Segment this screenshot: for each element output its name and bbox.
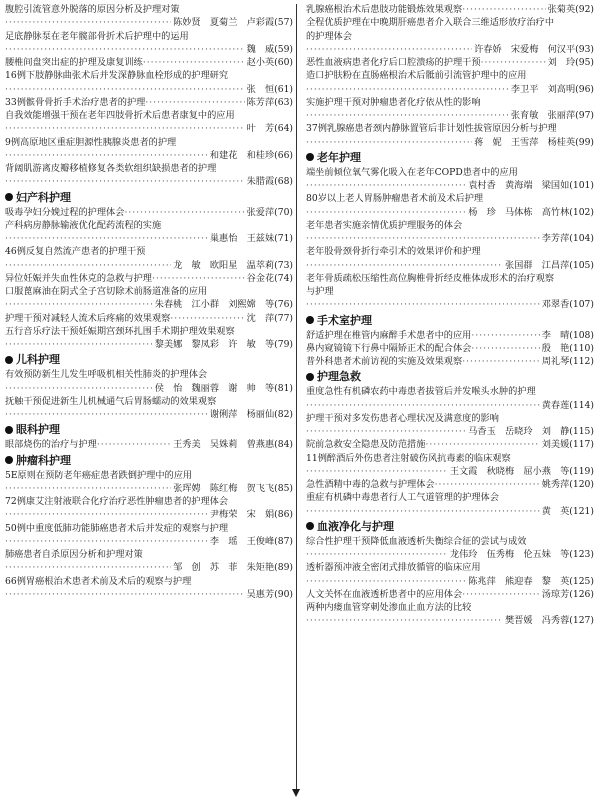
entry-title: 46例反复自然流产患者的护理干预 xyxy=(5,246,146,258)
entry-authors-page: 邓翠香(107) xyxy=(541,299,594,311)
column-divider xyxy=(296,4,297,790)
toc-entry[interactable] xyxy=(306,219,594,246)
entry-authors-page: 叶 芳(64) xyxy=(246,123,293,135)
leader-dots xyxy=(435,478,540,491)
entry-authors-page: 张菊英(92) xyxy=(547,4,594,15)
toc-entry[interactable] xyxy=(5,325,293,352)
entry-title: 自我效能增强干预在老年四肢骨折术后患者康复中的应用 xyxy=(5,110,235,121)
toc-entry[interactable] xyxy=(306,272,594,312)
section-heading xyxy=(306,519,594,534)
toc-entry[interactable] xyxy=(5,395,293,422)
entry-title: 全程优质护理在中晚期肝癌患者介入联合三维适形放疗治疗中 xyxy=(306,17,555,29)
entry-author-line xyxy=(306,43,594,56)
toc-entry[interactable] xyxy=(5,162,293,189)
entry-line xyxy=(5,56,293,69)
entry-line xyxy=(306,588,594,601)
leader-dots xyxy=(462,3,545,16)
entry-author-line xyxy=(306,83,594,96)
toc-entry[interactable] xyxy=(306,122,594,149)
entry-title: 护理干预对多发伤患者心理状况及满意度的影响 xyxy=(306,412,499,424)
toc-column-right xyxy=(306,3,594,628)
entry-author-line xyxy=(306,136,594,149)
entry-author-line xyxy=(5,408,293,421)
leader-dots xyxy=(306,298,540,311)
section-title: 眼科护理 xyxy=(16,423,60,437)
entry-title: 产科病房静脉输液优化配药流程的实施 xyxy=(5,219,162,231)
entry-authors-page: 黄 英(121) xyxy=(541,505,594,517)
entry-authors-page: 张育敏 张丽萍(97) xyxy=(510,110,594,121)
entry-title: 普外科患者术前访视的实施及效果观察 xyxy=(306,356,463,367)
toc-entry[interactable] xyxy=(5,469,293,496)
entry-authors-page: 李 晴(108) xyxy=(541,329,594,341)
entry-authors-page: 和建花 和桂珍(66) xyxy=(209,149,293,161)
toc-entry[interactable] xyxy=(306,561,594,588)
entry-line xyxy=(5,438,293,451)
leader-dots xyxy=(5,535,208,548)
leader-dots xyxy=(5,508,208,521)
toc-entry[interactable] xyxy=(306,491,594,518)
toc-entry[interactable] xyxy=(5,219,293,246)
section-heading xyxy=(5,352,293,367)
entry-authors-page: 李 瑶 王俊峰(87) xyxy=(209,535,293,547)
toc-entry[interactable] xyxy=(5,522,293,549)
entry-title: 两种内瘘血管穿刺处渗血止血方法的比较 xyxy=(306,602,472,613)
bullet-icon xyxy=(5,426,13,434)
entry-author-line xyxy=(5,83,293,96)
section-title: 儿科护理 xyxy=(16,353,60,367)
bullet-icon xyxy=(306,373,314,381)
entry-authors-page: 陈妙贤 夏菊兰 卢彩霞(57) xyxy=(173,17,293,29)
leader-dots xyxy=(306,465,448,478)
section-heading xyxy=(306,313,594,328)
toc-entry[interactable] xyxy=(306,478,594,491)
entry-authors-page: 王文霞 秋晓梅 屈小燕 等(119) xyxy=(449,465,594,477)
section-heading xyxy=(5,190,293,205)
section-title: 妇产科护理 xyxy=(16,190,71,204)
entry-title: 16例下肢静脉曲张术后并发深静脉血栓形成的护理研究 xyxy=(5,70,229,82)
entry-title: 11例醉酒后外伤患者注射破伤风抗毒素的临床观察 xyxy=(306,452,511,464)
entry-title: 腹腔引流管意外脱落的原因分析及护理对策 xyxy=(5,4,180,15)
entry-title: 重症有机磷中毒患者行人工气道管理的护理体会 xyxy=(306,492,499,504)
entry-authors-page: 龙 敏 欧阳星 温萃莉(73) xyxy=(173,259,293,271)
entry-line xyxy=(306,3,594,16)
leader-dots xyxy=(5,232,208,245)
toc-entry[interactable] xyxy=(306,342,594,355)
entry-author-line xyxy=(306,109,594,122)
leader-dots xyxy=(306,109,509,122)
entry-line xyxy=(306,355,594,368)
toc-entry[interactable] xyxy=(5,495,293,522)
leader-dots xyxy=(306,425,466,438)
leader-dots xyxy=(306,399,540,412)
leader-dots xyxy=(124,206,244,219)
leader-dots xyxy=(5,408,208,421)
leader-dots xyxy=(5,561,171,574)
leader-dots xyxy=(5,83,245,96)
entry-author-line xyxy=(306,232,594,245)
entry-authors-page: 黎美娜 黎凤彩 许 敏 等(79) xyxy=(154,339,293,350)
toc-entry[interactable] xyxy=(5,312,293,325)
entry-author-line xyxy=(306,399,594,412)
entry-authors-page: 马香玉 岳晓玲 刘 静(115) xyxy=(468,426,594,437)
entry-author-line xyxy=(306,179,594,192)
section-heading xyxy=(306,369,594,384)
leader-dots xyxy=(306,136,472,149)
toc-entry[interactable] xyxy=(306,16,594,56)
entry-title: 端坐前倾位氧气雾化吸入在老年COPD患者中的应用 xyxy=(306,166,518,178)
leader-dots xyxy=(306,259,503,272)
entry-author-line xyxy=(5,561,293,574)
entry-author-line xyxy=(5,298,293,311)
section-title: 老年护理 xyxy=(317,150,361,164)
entry-authors-page: 陈芳萍(63) xyxy=(246,96,293,108)
leader-dots xyxy=(143,56,245,69)
leader-dots xyxy=(306,575,466,588)
continue-arrow-icon xyxy=(292,789,300,797)
entry-authors-page: 许春娇 宋爱梅 何汉平(93) xyxy=(474,43,594,55)
entry-authors-page: 赵小英(60) xyxy=(246,57,293,68)
section-title: 血液净化与护理 xyxy=(317,519,394,533)
leader-dots xyxy=(462,588,540,601)
leader-dots xyxy=(306,505,540,518)
entry-title: 50例中重度低肺功能肺癌患者术后并发症的观察与护理 xyxy=(5,522,229,534)
entry-line xyxy=(306,56,594,69)
entry-author-line xyxy=(5,43,293,56)
leader-dots xyxy=(306,232,540,245)
leader-dots xyxy=(425,438,539,451)
leader-dots xyxy=(471,342,539,355)
entry-title: 重度急性有机磷农药中毒患者拔管后并发喉头水肿的护理 xyxy=(306,386,536,398)
section-heading xyxy=(306,150,594,165)
entry-title: 80岁以上老人胃肠肿瘤患者术前及术后护理 xyxy=(306,193,484,205)
toc-entry[interactable] xyxy=(306,56,594,69)
entry-authors-page: 樊晋媛 冯秀蓉(127) xyxy=(504,615,594,627)
entry-authors-page: 袁村香 黄海端 梁国如(101) xyxy=(468,180,594,191)
leader-dots xyxy=(5,482,171,495)
entry-title: 五行音乐疗法干预妊娠期宫颈环扎围手术期护理效果观察 xyxy=(5,325,235,337)
entry-authors-page: 谷金花(74) xyxy=(246,272,293,284)
bullet-icon xyxy=(5,356,13,364)
leader-dots xyxy=(306,83,509,96)
entry-title: 肺癌患者自杀原因分析和护理对策 xyxy=(5,549,143,560)
entry-line xyxy=(306,342,594,355)
entry-title: 透析器预冲液全密闭式排放循管的临床应用 xyxy=(306,562,481,574)
entry-authors-page: 刘 玲(95) xyxy=(547,57,594,68)
entry-authors-page: 尹梅荣 宋 娟(86) xyxy=(209,509,293,521)
entry-authors-page: 汤琼芳(126) xyxy=(541,588,594,600)
entry-line xyxy=(306,329,594,342)
entry-author-line xyxy=(306,259,594,272)
toc-entry[interactable] xyxy=(5,96,293,109)
entry-authors-page: 侯 怡 魏丽蓉 谢 帅 等(81) xyxy=(154,382,293,394)
entry-author-line xyxy=(5,175,293,188)
leader-dots xyxy=(306,206,466,219)
entry-author-line xyxy=(306,465,594,478)
entry-author-line xyxy=(5,382,293,395)
entry-title: 有效预防新生儿发生呼吸机相关性肺炎的护理体会 xyxy=(5,369,208,381)
entry-authors-page: 王秀美 吴姝莉 曾燕惠(84) xyxy=(173,439,293,451)
entry-title: 老年股骨颈骨折行牵引术的效果评价和护理 xyxy=(306,246,481,258)
entry-title: 背阔肌游离皮瓣移植修复各类软组织缺损患者的护理 xyxy=(5,163,217,174)
entry-author-line xyxy=(5,122,293,135)
toc-entry[interactable] xyxy=(5,30,293,57)
toc-entry[interactable] xyxy=(306,412,594,439)
entry-author-line xyxy=(306,548,594,561)
entry-title: 异位妊娠并失血性休克的急救与护理 xyxy=(5,272,152,284)
entry-title: 老年患者实施亲情优质护理服务的体会 xyxy=(306,219,463,231)
toc-entry[interactable] xyxy=(5,56,293,69)
entry-title: 急性酒精中毒的急救与护理体会 xyxy=(306,479,435,490)
entry-title: 37例乳腺癌患者颈内静脉置管后非计划性拔管原因分析与护理 xyxy=(306,123,557,135)
entry-authors-page: 杨 珍 马体栋 高竹林(102) xyxy=(468,206,594,218)
entry-title: 护理干预对减轻人流术后疼痛的效果观察 xyxy=(5,312,171,324)
toc-entry[interactable] xyxy=(306,588,594,601)
toc-entry[interactable] xyxy=(306,192,594,219)
toc-entry[interactable] xyxy=(5,285,293,312)
entry-author-line xyxy=(5,149,293,162)
entry-line xyxy=(5,312,293,325)
entry-authors-page: 张 恒(61) xyxy=(246,83,293,95)
entry-title: 造口护肤粉在直肠癌根治术后骶前引流管护理中的应用 xyxy=(306,70,527,82)
entry-authors-page: 张国群 江昌萍(105) xyxy=(504,259,594,271)
entry-title: 抚触干预促进新生儿机械通气后胃肠蠕动的效果观察 xyxy=(5,395,217,407)
entry-author-line xyxy=(306,206,594,219)
leader-dots xyxy=(97,438,171,451)
entry-title: 实施护理干预对肿瘤患者化疗依从性的影响 xyxy=(306,96,481,108)
toc-entry[interactable] xyxy=(306,601,594,628)
entry-line xyxy=(306,438,594,451)
section-title: 护理急救 xyxy=(317,370,361,384)
leader-dots xyxy=(5,298,153,311)
entry-author-line xyxy=(5,508,293,521)
entry-authors-page: 刘美媛(117) xyxy=(541,439,594,451)
toc-entry[interactable] xyxy=(5,245,293,272)
toc-entry[interactable] xyxy=(306,329,594,342)
entry-authors-page: 魏 威(59) xyxy=(246,43,293,55)
toc-column-left xyxy=(5,3,293,601)
entry-authors-page: 朱腊霞(68) xyxy=(246,176,293,188)
leader-dots xyxy=(5,16,171,29)
toc-entry[interactable] xyxy=(5,575,293,602)
leader-dots xyxy=(5,338,153,351)
entry-authors-page: 张珲娉 陈红梅 贺飞飞(85) xyxy=(173,482,293,494)
entry-title: 的护理体会 xyxy=(306,30,352,42)
leader-dots xyxy=(5,382,153,395)
toc-entry[interactable] xyxy=(5,548,293,575)
entry-author-line xyxy=(5,535,293,548)
toc-entry[interactable] xyxy=(5,272,293,285)
entry-author-line xyxy=(5,588,293,601)
entry-authors-page: 黄春莲(114) xyxy=(541,399,594,411)
entry-author-line xyxy=(306,614,594,627)
entry-title: 鼻内窥镜镜下行鼻中隔矫正术的配合体会 xyxy=(306,342,472,354)
section-heading xyxy=(5,422,293,437)
toc-entry[interactable] xyxy=(5,438,293,451)
entry-title: 院前急救安全隐患及防范措施 xyxy=(306,439,426,451)
section-title: 肿瘤科护理 xyxy=(16,453,71,467)
entry-title: 舒适护理在椎管内麻醉手术患者中的应用 xyxy=(306,329,472,341)
leader-dots xyxy=(306,548,448,561)
entry-title: 足底静脉泵在老年髋部骨折术后护理中的运用 xyxy=(5,30,189,42)
entry-authors-page: 陈兆萍 熊迎春 黎 英(125) xyxy=(468,575,594,587)
entry-title: 9例高原地区重症胆源性胰腺炎患者的护理 xyxy=(5,136,177,148)
leader-dots xyxy=(471,329,539,342)
entry-author-line xyxy=(5,259,293,272)
entry-authors-page: 邹 创 苏 菲 朱矩艳(89) xyxy=(173,562,293,574)
bullet-icon xyxy=(5,456,13,464)
bullet-icon xyxy=(5,193,13,201)
entry-author-line xyxy=(5,16,293,29)
entry-authors-page: 张爱萍(70) xyxy=(246,206,293,218)
entry-authors-page: 姚秀萍(120) xyxy=(541,479,594,490)
toc-entry[interactable] xyxy=(306,245,594,272)
leader-dots xyxy=(5,588,245,601)
leader-dots xyxy=(306,614,503,627)
entry-title: 33例髌骨骨折手术治疗患者的护理 xyxy=(5,96,146,108)
entry-title: 5E原则在预防老年癌症患者跌倒护理中的应用 xyxy=(5,469,193,481)
entry-authors-page: 朱春桃 江小群 刘熙嫦 等(76) xyxy=(154,299,293,311)
toc-entry[interactable] xyxy=(5,206,293,219)
entry-title: 口服蓖麻油在阴式全子宫切除术前肠道准备的应用 xyxy=(5,286,208,297)
entry-authors-page: 吴惠芳(90) xyxy=(246,588,293,600)
toc-entry[interactable] xyxy=(5,109,293,136)
entry-line xyxy=(306,478,594,491)
toc-entry[interactable] xyxy=(5,368,293,395)
toc-entry[interactable] xyxy=(306,535,594,562)
entry-title: 72例康艾注射液联合化疗治疗恶性肿瘤患者的护理体会 xyxy=(5,496,229,507)
toc-entry[interactable] xyxy=(306,3,594,16)
entry-title: 66例胃癌根治术患者术前及术后的观察与护理 xyxy=(5,575,192,587)
entry-authors-page: 龙伟玲 伍秀梅 伦五妹 等(123) xyxy=(449,549,594,560)
leader-dots xyxy=(5,259,171,272)
entry-authors-page: 巢惠怡 王兹妹(71) xyxy=(209,233,293,244)
toc-entry[interactable] xyxy=(306,166,594,193)
toc-entry[interactable] xyxy=(306,96,594,123)
toc-entry[interactable] xyxy=(306,385,594,412)
entry-authors-page: 李芳萍(104) xyxy=(541,233,594,244)
section-heading xyxy=(5,453,293,468)
toc-entry[interactable] xyxy=(5,136,293,163)
entry-author-line xyxy=(306,505,594,518)
entry-title: 吸毒孕妇分娩过程的护理体会 xyxy=(5,206,125,218)
toc-entry[interactable] xyxy=(306,438,594,451)
toc-entry[interactable] xyxy=(306,355,594,368)
entry-authors-page: 殷 艳(110) xyxy=(541,342,594,354)
leader-dots xyxy=(306,43,472,56)
entry-author-line xyxy=(5,482,293,495)
entry-author-line xyxy=(306,425,594,438)
entry-authors-page: 沈 萍(77) xyxy=(246,312,293,324)
leader-dots xyxy=(462,355,540,368)
toc-entry[interactable] xyxy=(306,69,594,96)
entry-authors-page: 谢俐萍 杨丽仙(82) xyxy=(209,409,293,420)
bullet-icon xyxy=(306,316,314,324)
entry-line xyxy=(5,96,293,109)
entry-title: 综合性护理干预降低血液透析失衡综合征的尝试与成效 xyxy=(306,535,527,547)
toc-entry[interactable] xyxy=(306,452,594,479)
entry-title: 腰椎间盘突出症的护理及康复训练 xyxy=(5,57,143,68)
bullet-icon xyxy=(306,153,314,161)
toc-entry[interactable] xyxy=(5,69,293,96)
leader-dots xyxy=(5,43,245,56)
leader-dots xyxy=(5,149,208,162)
entry-authors-page: 李卫平 刘高明(96) xyxy=(510,83,594,95)
entry-author-line xyxy=(306,575,594,588)
leader-dots xyxy=(306,179,466,192)
entry-title: 与护理 xyxy=(306,286,334,297)
entry-author-line xyxy=(5,338,293,351)
entry-author-line xyxy=(5,232,293,245)
bullet-icon xyxy=(306,522,314,530)
leader-dots xyxy=(145,96,244,109)
entry-title: 眼部烧伤的治疗与护理 xyxy=(5,439,97,451)
leader-dots xyxy=(5,122,245,135)
entry-author-line xyxy=(306,298,594,311)
entry-title: 老年骨质疏松压缩性高位胸椎骨折经皮椎体成形术的治疗观察 xyxy=(306,272,555,284)
leader-dots xyxy=(481,56,546,69)
leader-dots xyxy=(170,312,244,325)
entry-title: 恶性血液病患者化疗后口腔溃疡的护理干预 xyxy=(306,57,481,68)
entry-authors-page: 周礼琴(112) xyxy=(541,356,594,367)
toc-entry[interactable] xyxy=(5,3,293,30)
entry-line xyxy=(5,206,293,219)
entry-title: 人文关怀在血液透析患者中的应用体会 xyxy=(306,588,463,600)
entry-line xyxy=(5,272,293,285)
section-title: 手术室护理 xyxy=(317,313,372,327)
entry-title: 乳腺癌根治术后患肢功能锻炼效果观察 xyxy=(306,4,463,15)
leader-dots xyxy=(5,175,245,188)
leader-dots xyxy=(152,272,245,285)
entry-authors-page: 蒋 妮 王雪萍 杨桂英(99) xyxy=(474,136,594,148)
